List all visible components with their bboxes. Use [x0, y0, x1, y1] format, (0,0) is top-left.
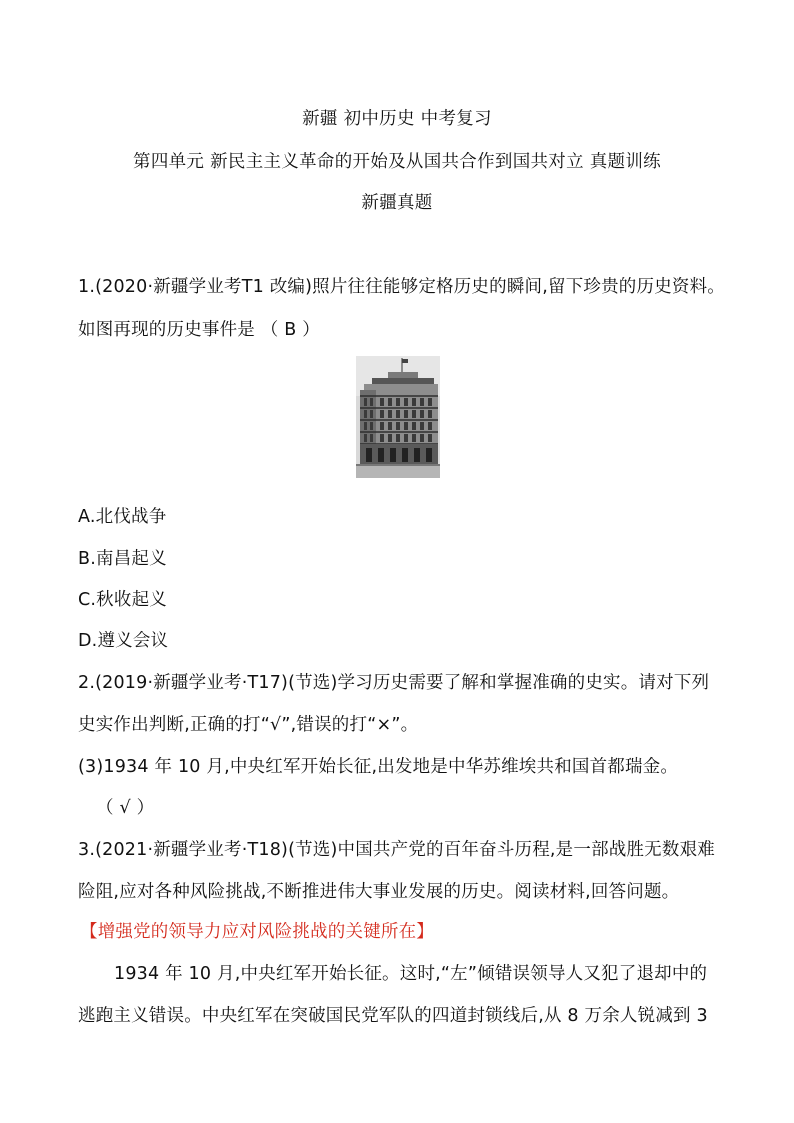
- header-line-3: 新疆真题: [361, 193, 433, 213]
- q2-stem-line-2: 史实作出判断,正确的打“√”,错误的打“×”。: [78, 715, 419, 735]
- q1-option-c: C.秋收起义: [78, 590, 167, 610]
- building-photo: [356, 356, 440, 478]
- q1-option-d: D.遵义会议: [78, 631, 169, 651]
- header-line-2: 第四单元 新民主主义革命的开始及从国共合作到国共对立 真题训练: [133, 152, 661, 172]
- header-line-1: 新疆 初中历史 中考复习: [302, 109, 492, 129]
- q1-option-a: A.北伐战争: [78, 507, 167, 527]
- q1-option-b: B.南昌起义: [78, 549, 167, 569]
- q2-item-3: (3)1934 年 10 月,中央红军开始长征,出发地是中华苏维埃共和国首都瑞金。: [78, 757, 679, 777]
- q3-material-heading: 【增强党的领导力应对风险挑战的关键所在】: [80, 922, 434, 942]
- q2-item-3-answer: （ √ ）: [96, 798, 155, 818]
- q3-stem-line-2: 险阻,应对各种风险挑战,不断推进伟大事业发展的历史。阅读材料,回答问题。: [78, 882, 680, 902]
- q3-material-line-1: 1934 年 10 月,中央红军开始长征。这时,“左”倾错误领导人又犯了退却中的: [114, 964, 708, 984]
- q1-stem-line-1: 1.(2020·新疆学业考T1 改编)照片往往能够定格历史的瞬间,留下珍贵的历史资料。: [78, 277, 725, 297]
- q1-stem-line-2: 如图再现的历史事件是 （ B ）: [78, 320, 320, 340]
- q3-material-line-2: 逃跑主义错误。中央红军在突破国民党军队的四道封锁线后,从 8 万余人锐减到 3: [78, 1006, 708, 1026]
- q2-stem-line-1: 2.(2019·新疆学业考·T17)(节选)学习历史需要了解和掌握准确的史实。请对下列: [78, 673, 710, 693]
- q3-stem-line-1: 3.(2021·新疆学业考·T18)(节选)中国共产党的百年奋斗历程,是一部战胜无数艰难: [78, 840, 715, 860]
